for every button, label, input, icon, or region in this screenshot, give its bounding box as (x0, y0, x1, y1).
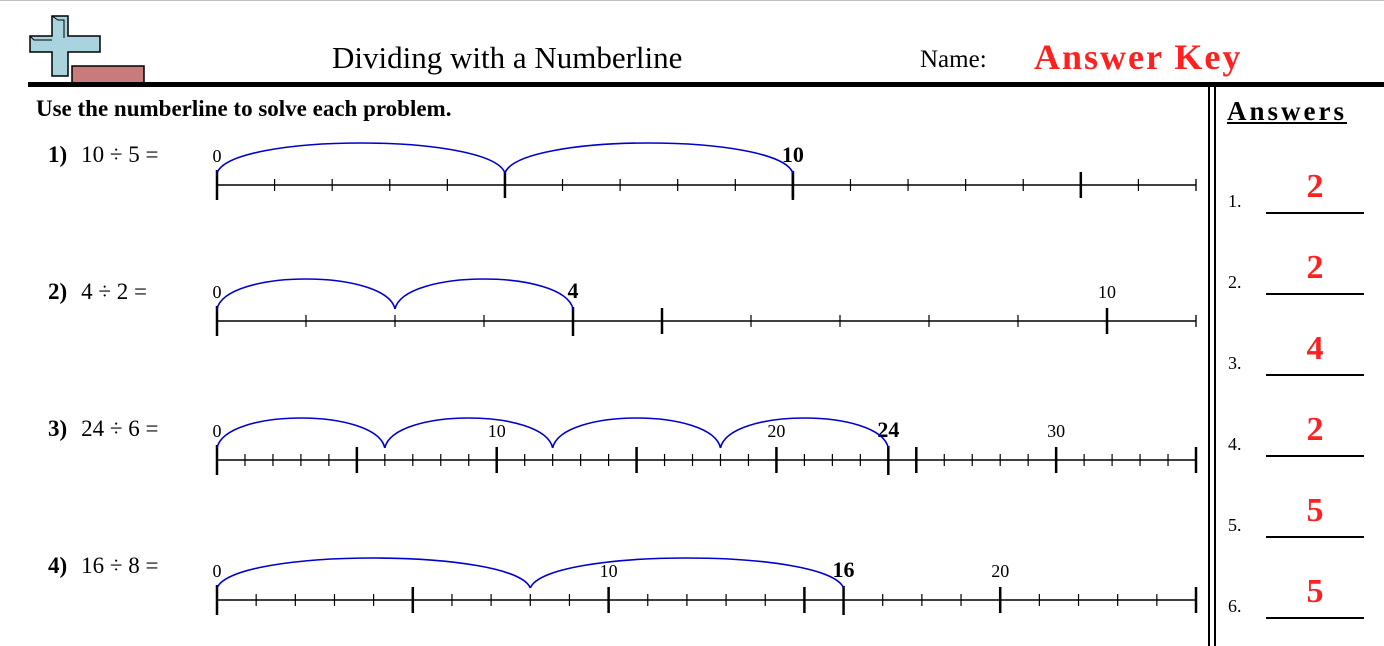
problem-expression: 16 ÷ 8 = (81, 553, 159, 578)
jump-arc (530, 558, 843, 588)
answer-row-4 (1228, 403, 1378, 463)
numberline-label: 10 (487, 421, 506, 441)
answer-blank (1266, 293, 1364, 295)
numberline-label: 4 (567, 278, 579, 303)
numberline-label: 10 (599, 561, 618, 581)
page-title: Dividing with a Numberline (332, 40, 683, 75)
name-label: Name: (920, 46, 987, 73)
answer-blank (1266, 536, 1364, 538)
answers-divider (1208, 87, 1210, 646)
numberline-1 (200, 120, 1210, 210)
problem-expression: 10 ÷ 5 = (81, 142, 159, 167)
jump-arc (385, 418, 553, 448)
problem-1 (48, 142, 159, 168)
answer-index: 3. (1228, 353, 1242, 373)
numberline-label: 10 (1098, 282, 1116, 302)
numberline-2 (200, 256, 1210, 346)
numberline-label: 20 (767, 421, 786, 441)
problem-number: 3) (48, 416, 68, 441)
answer-value: 4 (1306, 330, 1324, 367)
answer-row-5 (1228, 484, 1378, 544)
problem-4 (48, 553, 159, 579)
numberline-label: 24 (877, 417, 900, 442)
problem-number: 4) (48, 553, 68, 578)
answer-value: 5 (1306, 492, 1324, 529)
numberline-label: 10 (781, 142, 804, 167)
jump-arc (553, 418, 721, 448)
answer-row-2 (1228, 241, 1378, 301)
jump-arc (217, 418, 385, 448)
numberline-label: 0 (212, 421, 222, 441)
jump-arc (217, 279, 395, 309)
name-value: Answer Key (1034, 37, 1243, 77)
problem-2 (48, 279, 147, 305)
answer-row-1 (1228, 160, 1378, 220)
numberline-4 (200, 535, 1210, 625)
answer-value: 2 (1306, 411, 1324, 448)
answers-divider (1214, 87, 1216, 646)
answer-row-6 (1228, 565, 1378, 625)
top-border (0, 0, 1384, 1)
numberline-label: 0 (212, 146, 222, 166)
numberline-label: 20 (991, 561, 1010, 581)
jump-arc (505, 143, 793, 173)
answer-value: 5 (1306, 573, 1324, 610)
jump-arc (217, 143, 505, 173)
answer-index: 2. (1228, 272, 1242, 292)
plus-logo-icon (28, 14, 146, 86)
answer-blank (1266, 455, 1364, 457)
answer-index: 4. (1228, 434, 1242, 454)
numberline-label: 16 (832, 557, 855, 582)
problem-number: 1) (48, 142, 68, 167)
jump-arc (217, 558, 530, 588)
answer-blank (1266, 212, 1364, 214)
answer-index: 1. (1228, 191, 1242, 211)
answers-title: Answers (1227, 96, 1347, 126)
problem-expression: 24 ÷ 6 = (81, 416, 159, 441)
answer-value: 2 (1306, 249, 1324, 286)
numberline-label: 0 (212, 561, 222, 581)
instructions: Use the numberline to solve each problem. (36, 96, 452, 121)
answer-index: 6. (1228, 596, 1242, 616)
numberline-label: 30 (1047, 421, 1066, 441)
problem-number: 2) (48, 279, 68, 304)
problem-expression: 4 ÷ 2 = (81, 279, 148, 304)
answer-value: 2 (1306, 168, 1324, 205)
answer-index: 5. (1228, 515, 1242, 535)
answer-row-3 (1228, 322, 1378, 382)
numberline-3 (200, 395, 1210, 485)
header-rule (28, 82, 1384, 87)
answer-blank (1266, 617, 1364, 619)
answer-blank (1266, 374, 1364, 376)
jump-arc (720, 418, 888, 448)
jump-arc (395, 279, 573, 309)
problem-3 (48, 416, 159, 442)
numberline-label: 0 (212, 282, 222, 302)
